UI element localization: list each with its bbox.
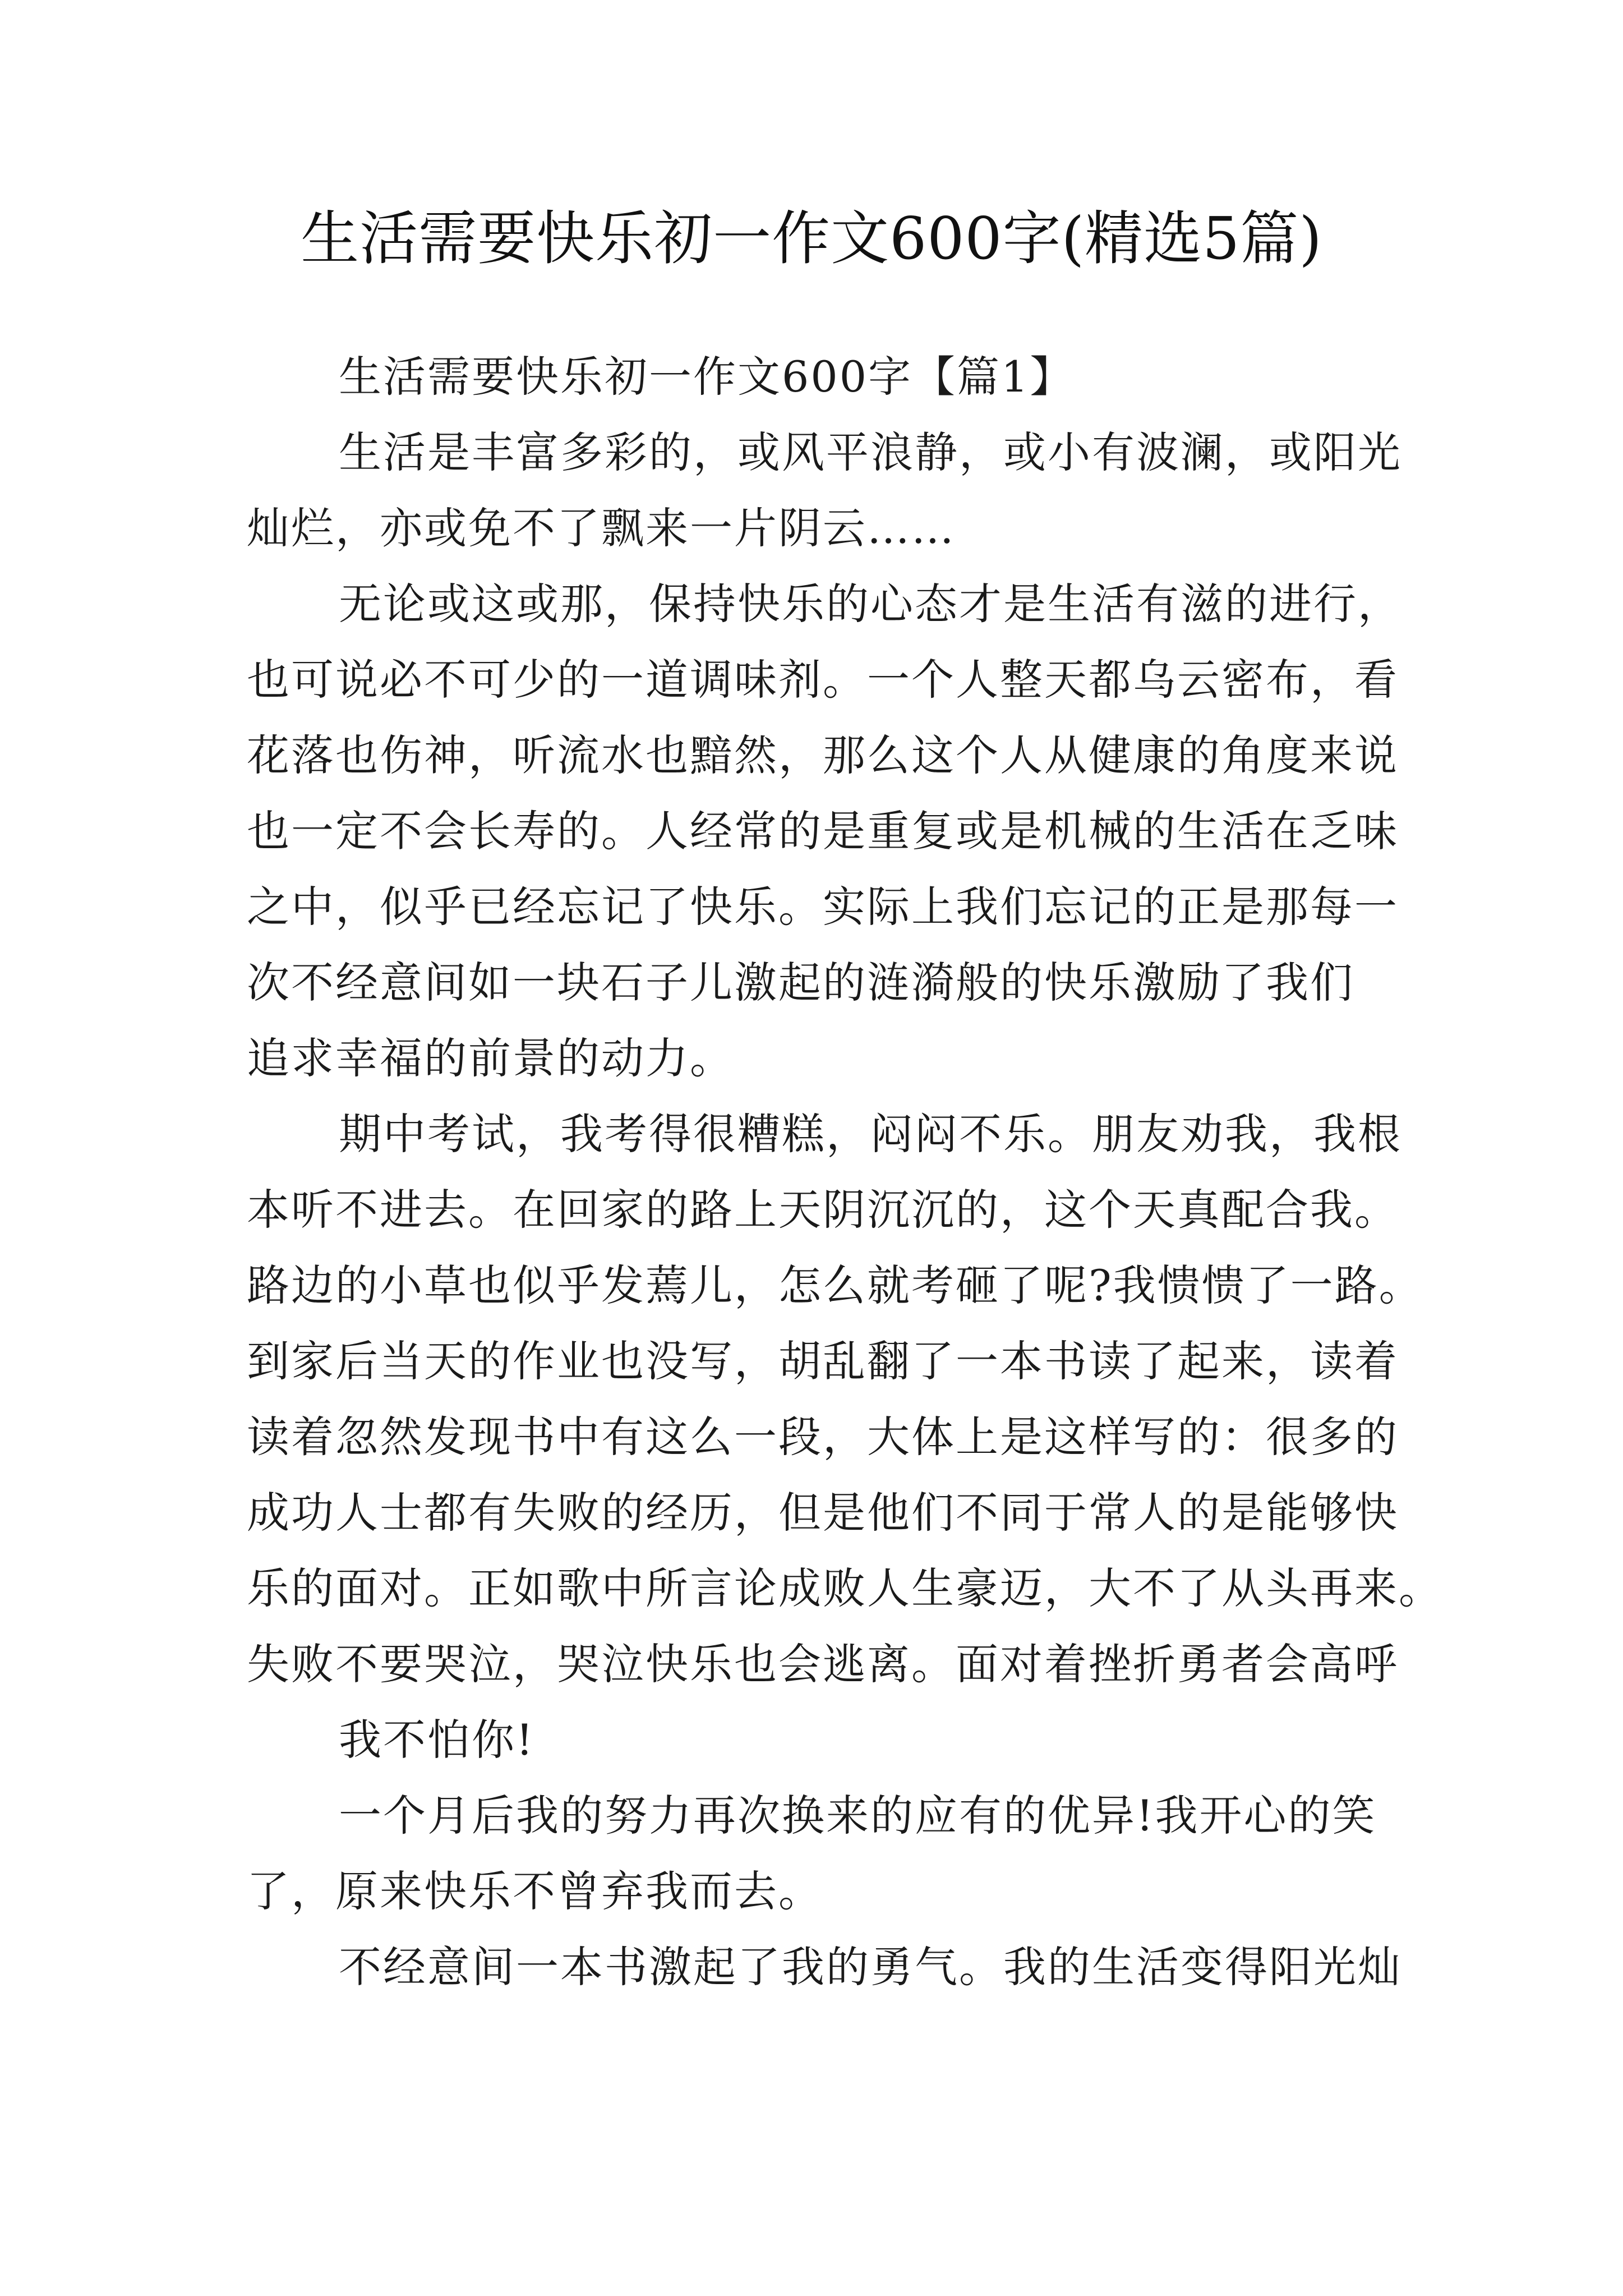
paragraph-line: 期中考试，我考得很糟糕，闷闷不乐。朋友劝我，我根 <box>339 1109 1402 1159</box>
paragraph-line: 了，原来快乐不曾弃我而去。 <box>247 1866 823 1916</box>
document-title: 生活需要快乐初一作文600字(精选5篇) <box>301 204 1322 273</box>
paragraph-line: 次不经意间如一块石子儿激起的涟漪般的快乐激励了我们 <box>247 958 1354 1007</box>
paragraph-line: 之中，似乎已经忘记了快乐。实际上我们忘记的正是那每一 <box>247 882 1399 932</box>
paragraph-line: 一个月后我的努力再次换来的应有的优异!我开心的笑 <box>339 1791 1377 1841</box>
paragraph-line: 本听不进去。在回家的路上天阴沉沉的，这个天真配合我。 <box>247 1185 1399 1235</box>
paragraph-line: 读着忽然发现书中有这么一段，大体上是这样写的：很多的 <box>247 1412 1399 1462</box>
paragraph-line: 失败不要哭泣，哭泣快乐也会逃离。面对着挫折勇者会高呼 <box>247 1639 1399 1689</box>
paragraph-line: 灿烂，亦或免不了飘来一片阴云…… <box>247 503 956 553</box>
paragraph-line: 不经意间一本书激起了我的勇气。我的生活变得阳光灿 <box>339 1942 1402 1992</box>
paragraph-line: 追求幸福的前景的动力。 <box>247 1033 734 1083</box>
paragraph-line: 花落也伤神，听流水也黯然，那么这个人从健康的角度来说 <box>247 730 1399 780</box>
document-body <box>247 339 1443 2005</box>
section-heading: 生活需要快乐初一作文600字【篇1】 <box>339 352 1075 402</box>
paragraph-line: 到家后当天的作业也没写，胡乱翻了一本书读了起来，读着 <box>247 1336 1399 1386</box>
paragraph-line: 我不怕你! <box>339 1715 535 1765</box>
paragraph-line: 生活是丰富多彩的，或风平浪静，或小有波澜，或阳光 <box>339 427 1402 477</box>
paragraph-line: 乐的面对。正如歌中所言论成败人生豪迈，大不了从头再来。 <box>247 1563 1443 1613</box>
paragraph-line: 成功人士都有失败的经历，但是他们不同于常人的是能够快 <box>247 1488 1399 1538</box>
paragraph-line: 也一定不会长寿的。人经常的是重复或是机械的生活在乏味 <box>247 806 1399 856</box>
paragraph-line: 无论或这或那，保持快乐的心态才是生活有滋的进行， <box>339 579 1402 629</box>
paragraph-line: 也可说必不可少的一道调味剂。一个人整天都乌云密布，看 <box>247 655 1399 705</box>
paragraph-line: 路边的小草也似乎发蔫儿，怎么就考砸了呢?我愦愦了一路。 <box>247 1260 1423 1310</box>
